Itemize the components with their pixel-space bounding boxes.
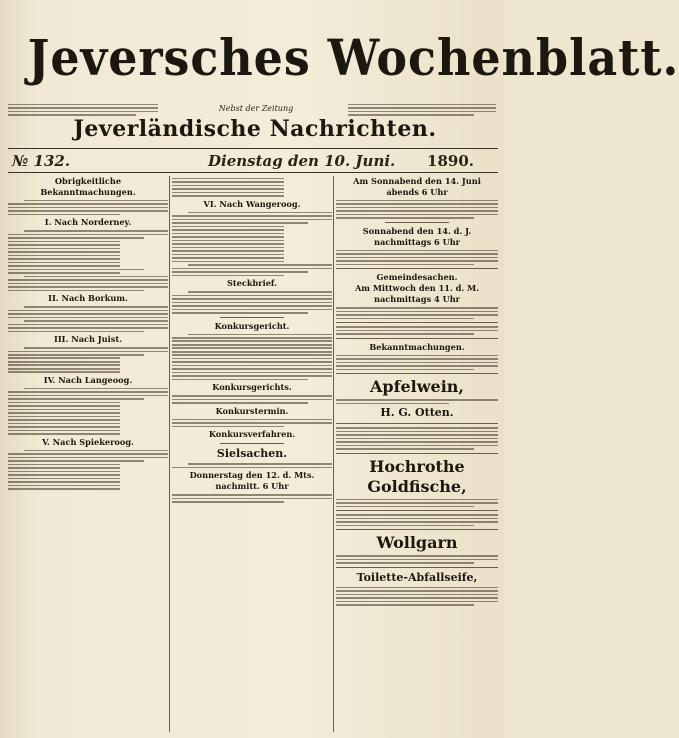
col3-text-2	[336, 250, 498, 266]
col1-text-4	[8, 347, 168, 373]
col2-text-2	[172, 291, 332, 314]
col1-text-5	[8, 388, 168, 435]
col2-text-5	[172, 419, 332, 428]
col3-text-4b	[336, 326, 498, 335]
col1-text-2b	[8, 276, 168, 292]
col3-heading-4: Am Mittwoch den 11. d. M. nachmittags 4 Uhr	[354, 283, 480, 305]
col3-separator-1	[385, 222, 450, 223]
col2-heading-3: Konkursgericht.	[214, 320, 290, 331]
masthead-nebst: Nebst der Zeitung	[218, 104, 294, 113]
masthead-rule-top	[8, 148, 498, 149]
column-1	[8, 176, 168, 734]
col3-text-8b	[336, 514, 498, 526]
col3-heading-6: Apfelwein,	[370, 377, 464, 397]
col2-text-1	[172, 212, 332, 262]
col3-separator-8	[336, 510, 498, 511]
col1-heading-2: I. Nach Norderney.	[44, 217, 132, 228]
col2-text-4	[172, 395, 332, 404]
issue-bar	[8, 150, 498, 172]
col2-text-1b	[172, 264, 332, 276]
col2-text-7	[172, 463, 332, 468]
col2-separator-2	[220, 443, 284, 444]
col1-heading-6: V. Nach Spiekeroog.	[42, 436, 134, 447]
col3-heading-1: Am Sonnabend den 14. Juni abends 6 Uhr	[353, 176, 481, 197]
col3-text-1	[336, 200, 498, 219]
col3-separator-10	[336, 567, 498, 568]
issue-number: № 132.	[12, 152, 71, 170]
col3-text-10	[336, 587, 498, 606]
col2-heading-7: Sielsachen.	[216, 447, 288, 461]
column-3	[336, 176, 498, 734]
col3-separator-7	[336, 453, 498, 454]
col1-heading-1: Obrigkeitliche Bekanntmachungen.	[40, 176, 136, 197]
col3-separator-4	[336, 338, 498, 339]
column-divider-1	[169, 176, 170, 732]
col3-text-8	[336, 499, 498, 508]
col1-text-1	[8, 200, 168, 216]
col3-text-6	[336, 399, 498, 404]
col1-text-2	[8, 230, 168, 273]
col1-text-3	[8, 306, 168, 332]
issue-year: 1890.	[427, 152, 474, 170]
col3-heading-2: Sonnabend den 14. d. J. nachmittags 6 Uhr	[362, 225, 472, 247]
col3-separator-3	[336, 322, 498, 323]
col3-text-9	[336, 555, 498, 564]
col2-heading-4: Konkursgerichts.	[212, 382, 292, 393]
col1-text-6	[8, 450, 168, 490]
col3-heading-5: Bekanntmachungen.	[369, 341, 465, 352]
col2-text-3	[172, 334, 332, 381]
col2-text-0	[172, 178, 332, 197]
issue-date: Dienstag den 10. Juni.	[208, 152, 396, 170]
col3-heading-7: H. G. Otten.	[380, 406, 454, 420]
column-divider-2	[333, 176, 334, 732]
col2-separator-1	[220, 317, 284, 318]
col1-heading-3: II. Nach Borkum.	[48, 293, 128, 304]
col3-heading-8: Hochrothe Goldfische,	[367, 456, 467, 496]
col2-heading-2: Steckbrief.	[226, 278, 277, 289]
col2-text-8	[172, 494, 332, 503]
col3-text-4	[336, 307, 498, 319]
col1-heading-4: III. Nach Juist.	[54, 334, 122, 345]
col2-heading-5: Konkurstermin.	[215, 405, 289, 416]
col3-separator-9	[336, 529, 498, 530]
col1-heading-5: IV. Nach Langeoog.	[43, 375, 133, 385]
col3-text-5	[336, 355, 498, 371]
column-2	[172, 176, 332, 734]
masthead-rule-bottom	[8, 172, 498, 173]
col3-heading-9: Wollgarn	[376, 533, 458, 553]
masthead-title: Jeversches Wochenblatt.	[27, 28, 679, 87]
col2-heading-8: Donnerstag den 12. d. Mts. nachmitt. 6 Uhr	[189, 470, 315, 492]
col2-heading-6: Konkursverfahren.	[208, 429, 296, 440]
col3-heading-10: Toilette-Abfallseife,	[356, 570, 478, 584]
col3-heading-3: Gemeindesachen.	[376, 272, 458, 283]
col3-separator-2	[336, 268, 498, 269]
col3-separator-6	[336, 423, 498, 424]
col2-heading-1: VI. Nach Wangeroog.	[203, 198, 301, 209]
col3-separator-5	[336, 373, 498, 374]
masthead-subtitle: Jeverländische Nachrichten.	[73, 116, 437, 142]
col3-text-7	[336, 427, 498, 450]
